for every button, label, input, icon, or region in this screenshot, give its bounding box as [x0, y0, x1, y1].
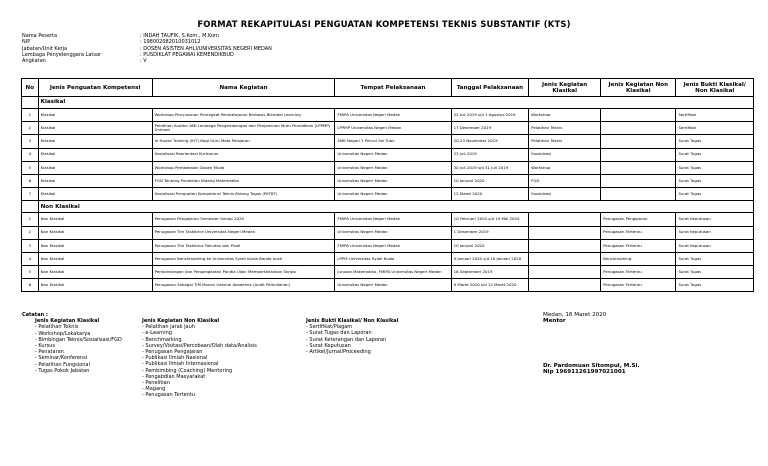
- header-classical-type: Jenis Kegiatan Klasikal: [529, 79, 601, 97]
- section-row: [22, 97, 754, 109]
- signature-nip: Nip 196911261997021001: [543, 369, 626, 376]
- cell-evidence-type: Surat Keputusan: [676, 226, 754, 239]
- cell-evidence-type: Surat Keputusan: [676, 213, 754, 226]
- cell-competency-type: Non Klasikal: [38, 266, 152, 279]
- list-item: - Benchmarking: [142, 336, 182, 343]
- table-row: [22, 213, 754, 226]
- cell-venue: Universitas Negeri Medan: [335, 174, 451, 187]
- signature-block: [543, 312, 640, 376]
- cell-evidence-type: Surat Tugas: [676, 188, 754, 201]
- list-item: - Pelatihan jarak jauh: [142, 324, 195, 331]
- cell-no: 6: [22, 174, 39, 187]
- list-item: - Artikel/Jurnal/Proceeding: [306, 349, 371, 356]
- section-title: Non Klasikal: [38, 201, 753, 213]
- header-date: Tanggal Pelaksanaan: [451, 79, 529, 97]
- cell-classical-type: Workshop: [529, 161, 601, 174]
- table-row: [22, 239, 754, 252]
- notes-classical: [22, 312, 122, 374]
- cell-activity-name: Penugasan Sebagai TIM Monev Internal Akademik (Audit Perkuliahan): [152, 279, 335, 292]
- cell-classical-type: Pelatihan Teknis: [529, 135, 601, 148]
- cell-activity-name: Penugasan Benchmarking ke Universitas Syiah Kuala Banda Aceh: [152, 252, 335, 265]
- header-activity-name: Nama Kegiatan: [152, 79, 335, 97]
- section-title: Klasikal: [38, 97, 753, 109]
- cell-no: 3: [22, 239, 39, 252]
- cell-evidence-type: Sertifikat: [676, 122, 754, 135]
- cell-date: 23 Juli 2019: [451, 148, 529, 161]
- list-item: - Pelatihan Teknis: [35, 324, 79, 331]
- notes-non-classical: [142, 318, 257, 399]
- list-item: - Pembimbing (Coaching) Mentoring: [142, 367, 233, 374]
- cell-venue: Universitas Negeri Medan: [335, 148, 451, 161]
- cell-venue: Jurusan Matematika, FMIPA Universitas Negeri Medan: [335, 266, 451, 279]
- cell-no: 3: [22, 135, 39, 148]
- table-row: [22, 122, 754, 135]
- table-row: [22, 279, 754, 292]
- cell-non-classical-type: Penugasan Tertentu: [601, 239, 676, 252]
- cell-date: 9 Januari 2020 s/d 10 Januari 2020: [451, 252, 529, 265]
- cell-evidence-type: Sertifikat: [676, 109, 754, 122]
- signature-role: Mentor: [543, 318, 566, 325]
- table-row: [22, 109, 754, 122]
- cell-venue: Universitas Negeri Medan: [335, 188, 451, 201]
- notes-evidence-title: Jenis Bukti Klasikal/ Non Klasikal: [306, 318, 399, 324]
- cell-date: 16 September 2019: [451, 266, 529, 279]
- cell-evidence-type: Surat Keputusan: [676, 239, 754, 252]
- cell-venue: LPPMP Universitas Negeri Medan: [335, 122, 451, 135]
- table-row: [22, 135, 754, 148]
- cell-non-classical-type: [601, 188, 676, 201]
- list-item: - Survey/Visitasi/Percobaan/Olah data/Analisis: [142, 342, 257, 349]
- list-item: - Penugasan Tertentu: [142, 392, 195, 399]
- list-item: - Pelatihan Fungsional: [35, 361, 90, 368]
- list-item: - Pengabdian Masyarakat: [142, 373, 206, 380]
- cell-date: 30 Juli 2019 s/d 31 Juli 2019: [451, 161, 529, 174]
- cell-competency-type: Non Klasikal: [38, 252, 152, 265]
- table-body: [22, 97, 754, 292]
- info-row-name: Nama Peserta : INDAH TAUFIK, S.Kom., M.Kom: [22, 33, 219, 39]
- header-no: No: [22, 79, 39, 97]
- cell-non-classical-type: Penugasan Tertentu: [601, 279, 676, 292]
- notes-non-classical-title: Jenis Kegiatan Non Klasikal: [142, 318, 220, 324]
- cell-classical-type: [529, 266, 601, 279]
- cell-activity-name: Sosialisasi Penguatan Kompetensi Teknis Bidang Tugas (PKTBT): [152, 188, 335, 201]
- cell-evidence-type: Surat Tugas: [676, 266, 754, 279]
- cell-competency-type: Klasikal: [38, 161, 152, 174]
- cell-competency-type: Klasikal: [38, 135, 152, 148]
- signature-place-date: Medan, 16 Maret 2020: [543, 312, 607, 318]
- cell-non-classical-type: [601, 148, 676, 161]
- cell-activity-name: Pelatihan Auditor AMI Lembaga Pengembangan dan Penjaminan Mutu Pendidikan (LPPMP) Unimed: [152, 122, 335, 135]
- notes-classical-list: [35, 324, 122, 374]
- cell-activity-name: FGD Tentang Penelitian Bidang Matematika: [152, 174, 335, 187]
- cell-activity-name: Pembimbingan dan Pengangkatan Panitia Ujian Mempertahankan Skripsi: [152, 266, 335, 279]
- cell-non-classical-type: [601, 174, 676, 187]
- cell-non-classical-type: Penugasan Tertentu: [601, 226, 676, 239]
- cell-non-classical-type: [601, 135, 676, 148]
- cell-date: 10 Januari 2020: [451, 174, 529, 187]
- table-row: [22, 148, 754, 161]
- cell-classical-type: [529, 226, 601, 239]
- table-row: [22, 252, 754, 265]
- cell-date: 17 Desember 2019: [451, 122, 529, 135]
- cell-classical-type: Sosialisasi: [529, 188, 601, 201]
- cell-date: 22 Juli 2019 s/d 1 Agustus 2019: [451, 109, 529, 122]
- cell-competency-type: Klasikal: [38, 109, 152, 122]
- list-item: - Kursus: [35, 343, 56, 350]
- cell-classical-type: Sosialisasi: [529, 148, 601, 161]
- table-row: [22, 188, 754, 201]
- cell-no: 5: [22, 161, 39, 174]
- cell-non-classical-type: [601, 109, 676, 122]
- notes-evidence: [306, 318, 398, 355]
- list-item: - Penataran: [35, 349, 64, 356]
- cell-classical-type: [529, 213, 601, 226]
- cell-date: 20-23 November 2019: [451, 135, 529, 148]
- notes-non-classical-list: [142, 324, 257, 398]
- section-row: [22, 201, 754, 213]
- cell-venue: FMIPA Universitas Negeri Medan: [335, 213, 451, 226]
- cell-classical-type: [529, 239, 601, 252]
- cell-no: 7: [22, 188, 39, 201]
- cell-non-classical-type: Penugasan Tertentu: [601, 266, 676, 279]
- header-non-classical-type: Jenis Kegiatan Non Klasikal: [601, 79, 676, 97]
- table-row: [22, 161, 754, 174]
- list-item: - Penugasan Pengajaran: [142, 349, 203, 356]
- cell-evidence-type: Surat Tugas: [676, 252, 754, 265]
- list-item: - Tugas Pokok Jabatan: [35, 367, 90, 374]
- cell-venue: SMK Negeri 1 Percut Sei Tuan: [335, 135, 451, 148]
- cell-activity-name: Workshop Penyusunan Perangkat Pembelajaran Berbasis Blended Learning: [152, 109, 335, 122]
- info-row-position: Jabatan/Unit Kerja : DOSEN ASISTEN AHLI/UNIVERSITAS NEGERI MEDAN: [22, 45, 272, 52]
- table-row: [22, 174, 754, 187]
- signature-name: Dr. Pardomuan Sitompul, M.Si.: [543, 362, 640, 369]
- notes-evidence-list: [306, 324, 398, 355]
- cell-classical-type: [529, 252, 601, 265]
- cell-evidence-type: Surat Tugas: [676, 135, 754, 148]
- cell-non-classical-type: Benchmarking: [601, 252, 676, 265]
- list-item: - Magang: [142, 386, 166, 393]
- recap-table: [21, 78, 754, 292]
- header-evidence-type: Jenis Bukti Klasikal/ Non Klasikal: [676, 79, 754, 97]
- cell-no: 5: [22, 266, 39, 279]
- list-item: - Workshop/Lokakarya: [35, 330, 91, 337]
- list-item: - Surat Tugas dan Laporan: [306, 330, 372, 337]
- cell-evidence-type: Surat Tugas: [676, 148, 754, 161]
- cell-classical-type: Workshop: [529, 109, 601, 122]
- cell-non-classical-type: Penugasan Pengajaran: [601, 213, 676, 226]
- cell-date: 10 Januari 2020: [451, 239, 529, 252]
- list-item: - Publikasi Ilmiah Internasional: [142, 361, 219, 368]
- cell-no: 2: [22, 226, 39, 239]
- cell-evidence-type: Surat Tugas: [676, 161, 754, 174]
- cell-venue: LPPM Universitas Syiah Kuala: [335, 252, 451, 265]
- list-item: - Surat Keputusan: [306, 342, 351, 349]
- notes-classical-title: Jenis Kegiatan Klasikal: [35, 318, 100, 325]
- cell-activity-name: In House Training (IHT) Bagi Guru Mata Pelajaran: [152, 135, 335, 148]
- table-row: [22, 266, 754, 279]
- list-item: - Penelitian: [142, 380, 170, 387]
- cell-no: 1: [22, 213, 39, 226]
- cell-classical-type: [529, 279, 601, 292]
- cell-venue: Universitas Negeri Medan: [335, 161, 451, 174]
- cell-activity-name: Workshop Pembekalan Dosen Muda: [152, 161, 335, 174]
- cell-no: 2: [22, 122, 39, 135]
- cell-competency-type: Klasikal: [38, 188, 152, 201]
- cell-activity-name: Penugasan Tim Taskforce Universitas Negeri Medan: [152, 226, 335, 239]
- cell-activity-name: Penugasan Pengajaran Semester Genap 2020: [152, 213, 335, 226]
- cell-venue: Universitas Negeri Medan: [335, 226, 451, 239]
- cell-venue: FMIPA Universitas Negeri Medan: [335, 109, 451, 122]
- cell-competency-type: Klasikal: [38, 174, 152, 187]
- cell-competency-type: Klasikal: [38, 122, 152, 135]
- cell-evidence-type: Surat Tugas: [676, 174, 754, 187]
- cell-date: 9 Maret 2020 s/d 12 Maret 2020: [451, 279, 529, 292]
- table-header-row: [22, 79, 754, 97]
- cell-no: 4: [22, 252, 39, 265]
- list-item: - Sertifikat/Piagam: [306, 324, 353, 331]
- cell-evidence-type: Surat Tugas: [676, 279, 754, 292]
- list-item: - e-Learning: [142, 330, 172, 337]
- cell-date: 10 Februari 2020 s/d 19 Mei 2020: [451, 213, 529, 226]
- document-title: FORMAT REKAPITULASI PENGUATAN KOMPETENSI TEKNIS SUBSTANTIF (KTS): [197, 19, 571, 29]
- cell-non-classical-type: [601, 122, 676, 135]
- participant-info: [22, 33, 272, 64]
- cell-no: 4: [22, 148, 39, 161]
- header-venue: Tempat Pelaksanaan: [335, 79, 451, 97]
- cell-date: 12 Maret 2020: [451, 188, 529, 201]
- cell-competency-type: Klasikal: [38, 148, 152, 161]
- notes-label: Catatan :: [22, 312, 48, 318]
- cell-no: 6: [22, 279, 39, 292]
- info-row-nip: NIP : 198002082010031012: [22, 39, 201, 46]
- info-row-batch: Angkatan : V: [22, 58, 147, 65]
- list-item: - Publikasi Ilmiah Nasional: [142, 355, 208, 362]
- list-item: - Seminar/Konferensi: [35, 355, 88, 362]
- cell-competency-type: Non Klasikal: [38, 226, 152, 239]
- list-item: - Bimbingan Teknis/Sosialisasi/FGD: [35, 336, 122, 343]
- cell-classical-type: FGD: [529, 174, 601, 187]
- cell-non-classical-type: [601, 161, 676, 174]
- cell-competency-type: Non Klasikal: [38, 239, 152, 252]
- header-competency-type: Jenis Penguatan Kompetensi: [38, 79, 152, 97]
- cell-activity-name: Penugasan Tim Taskforce Fakultas dan Prodi: [152, 239, 335, 252]
- cell-no: 1: [22, 109, 39, 122]
- cell-competency-type: Non Klasikal: [38, 213, 152, 226]
- cell-classical-type: Pelatihan Teknis: [529, 122, 601, 135]
- cell-date: 1 Desember 2019: [451, 226, 529, 239]
- cell-venue: Universitas Negeri Medan: [335, 279, 451, 292]
- table-row: [22, 226, 754, 239]
- list-item: - Surat Keterangan dan Laporan: [306, 336, 387, 343]
- cell-venue: FMIPA Universitas Negeri Medan: [335, 239, 451, 252]
- cell-competency-type: Non Klasikal: [38, 279, 152, 292]
- cell-activity-name: Sosialisasi Reorientasi Kurikulum: [152, 148, 335, 161]
- info-row-institution: Lembaga Penyelenggara Latsar : PUSDIKLAT PEGAWAI KEMENDIKBUD: [22, 51, 234, 58]
